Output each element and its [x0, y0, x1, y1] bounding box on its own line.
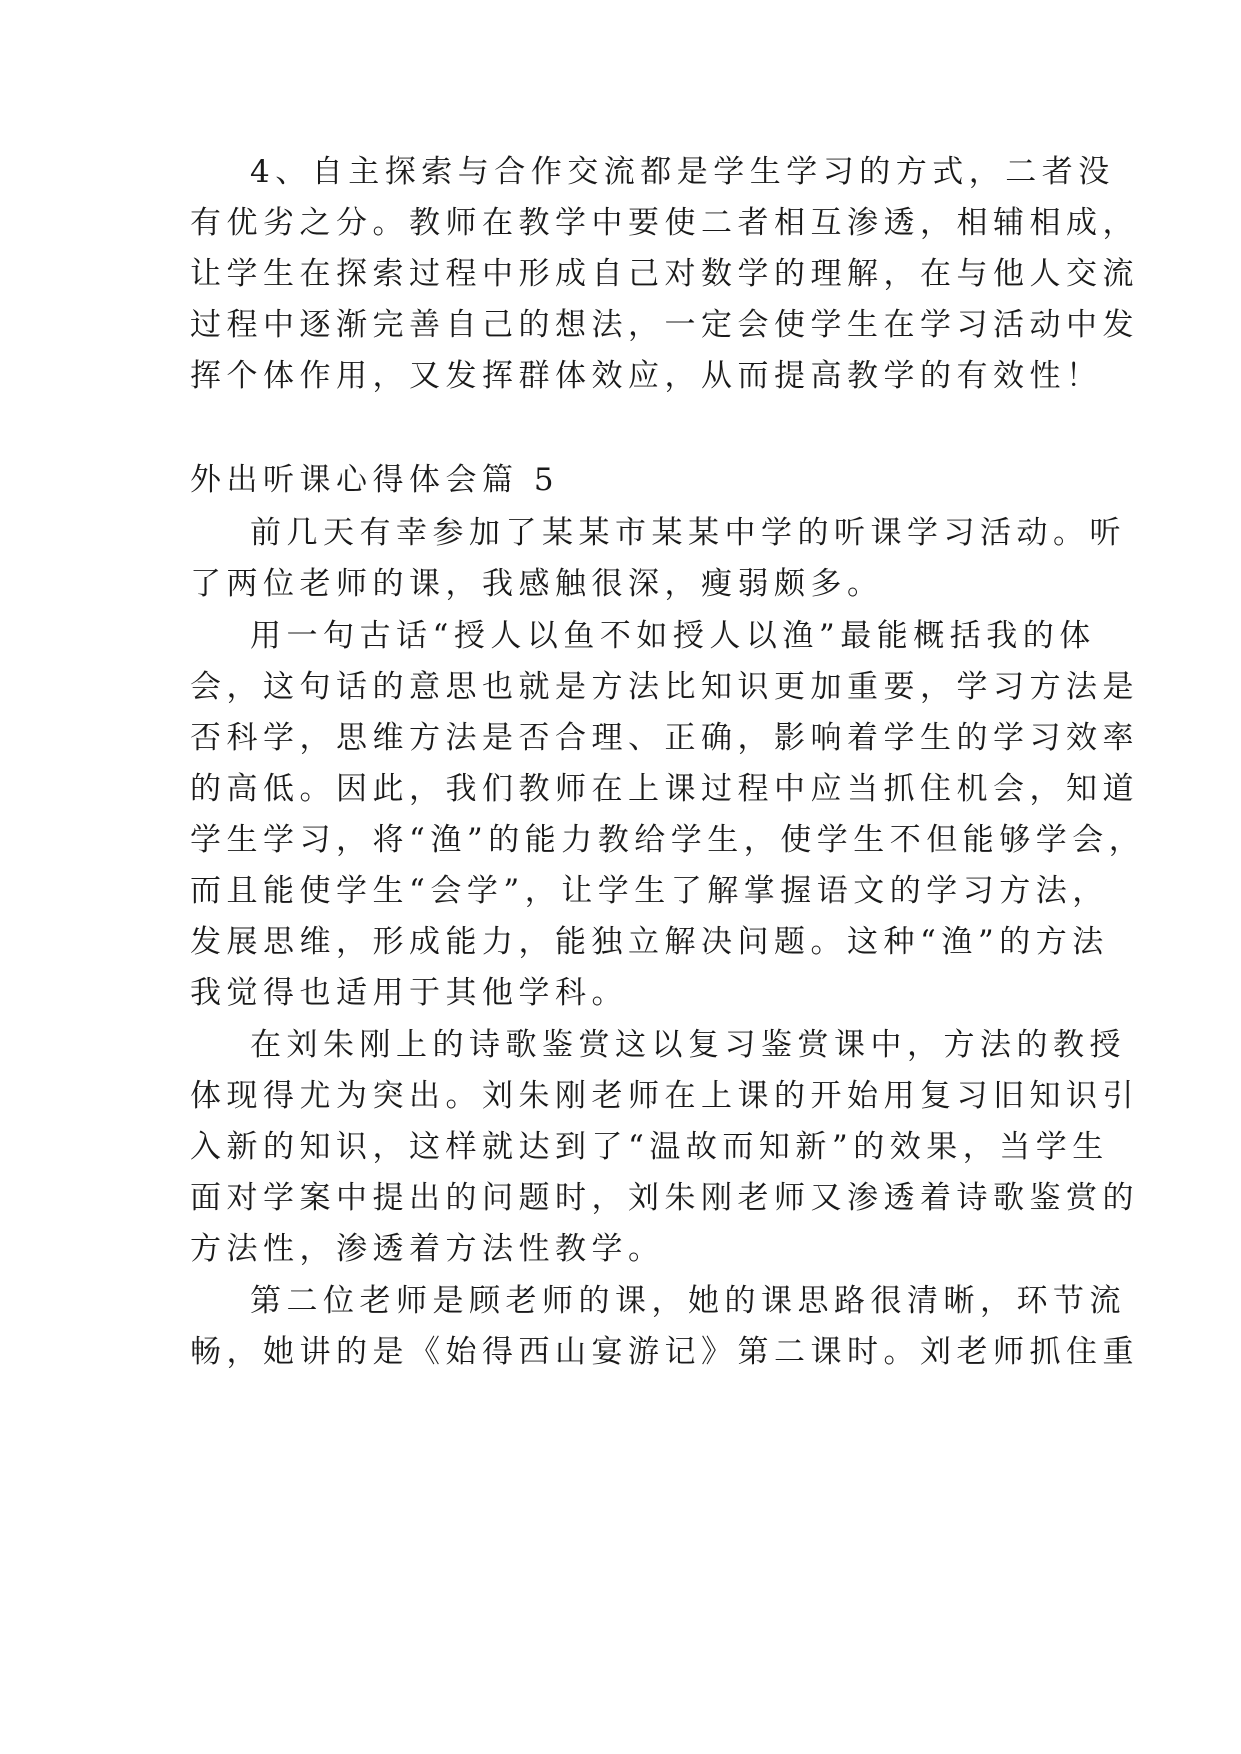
- paragraph-4-line-4: 过程中逐渐完善自己的想法，一定会使学生在学习活动中发: [190, 307, 1139, 343]
- paragraph-4-line-2: 有优劣之分。教师在教学中要使二者相互渗透，相辅相成，: [190, 205, 1139, 241]
- para-c-line-5: 方法性，渗透着方法性教学。: [190, 1231, 665, 1267]
- para-c-line-2: 体现得尤为突出。刘朱刚老师在上课的开始用复习旧知识引: [190, 1078, 1139, 1114]
- para-b-line-7: 发展思维，形成能力，能独立解决问题。这种“渔”的方法: [190, 924, 1109, 960]
- para-b-line-1: 用一句古话“授人以鱼不如授人以渔”最能概括我的体: [250, 618, 1096, 654]
- section-title: 外出听课心得体会篇 5: [190, 462, 560, 498]
- paragraph-4-line-1: 4、自主探索与合作交流都是学生学习的方式，二者没: [250, 154, 1115, 190]
- para-b-line-8: 我觉得也适用于其他学科。: [190, 975, 628, 1011]
- para-b-line-3: 否科学，思维方法是否合理、正确，影响着学生的学习效率: [190, 720, 1139, 756]
- para-d-line-1: 第二位老师是顾老师的课，她的课思路很清晰，环节流: [250, 1283, 1126, 1319]
- para-b-line-6: 而且能使学生“会学”，让学生了解掌握语文的学习方法，: [190, 873, 1109, 909]
- para-c-line-3: 入新的知识，这样就达到了“温故而知新”的效果，当学生: [190, 1129, 1109, 1165]
- para-a-line-2: 了两位老师的课，我感触很深，瘦弱颇多。: [190, 566, 884, 602]
- para-c-line-4: 面对学案中提出的问题时，刘朱刚老师又渗透着诗歌鉴赏的: [190, 1180, 1139, 1216]
- paragraph-4-line-3: 让学生在探索过程中形成自己对数学的理解，在与他人交流: [190, 256, 1139, 292]
- paragraph-4-line-5: 挥个体作用，又发挥群体效应，从而提高教学的有效性！: [190, 358, 1103, 394]
- para-c-line-1: 在刘朱刚上的诗歌鉴赏这以复习鉴赏课中，方法的教授: [250, 1027, 1126, 1063]
- para-a-line-1: 前几天有幸参加了某某市某某中学的听课学习活动。听: [250, 515, 1126, 551]
- para-b-line-2: 会，这句话的意思也就是方法比知识更加重要，学习方法是: [190, 669, 1139, 705]
- para-b-line-4: 的高低。因此，我们教师在上课过程中应当抓住机会，知道: [190, 771, 1139, 807]
- para-d-line-2: 畅，她讲的是《始得西山宴游记》第二课时。刘老师抓住重: [190, 1334, 1139, 1370]
- para-b-line-5: 学生学习，将“渔”的能力教给学生，使学生不但能够学会，: [190, 822, 1146, 858]
